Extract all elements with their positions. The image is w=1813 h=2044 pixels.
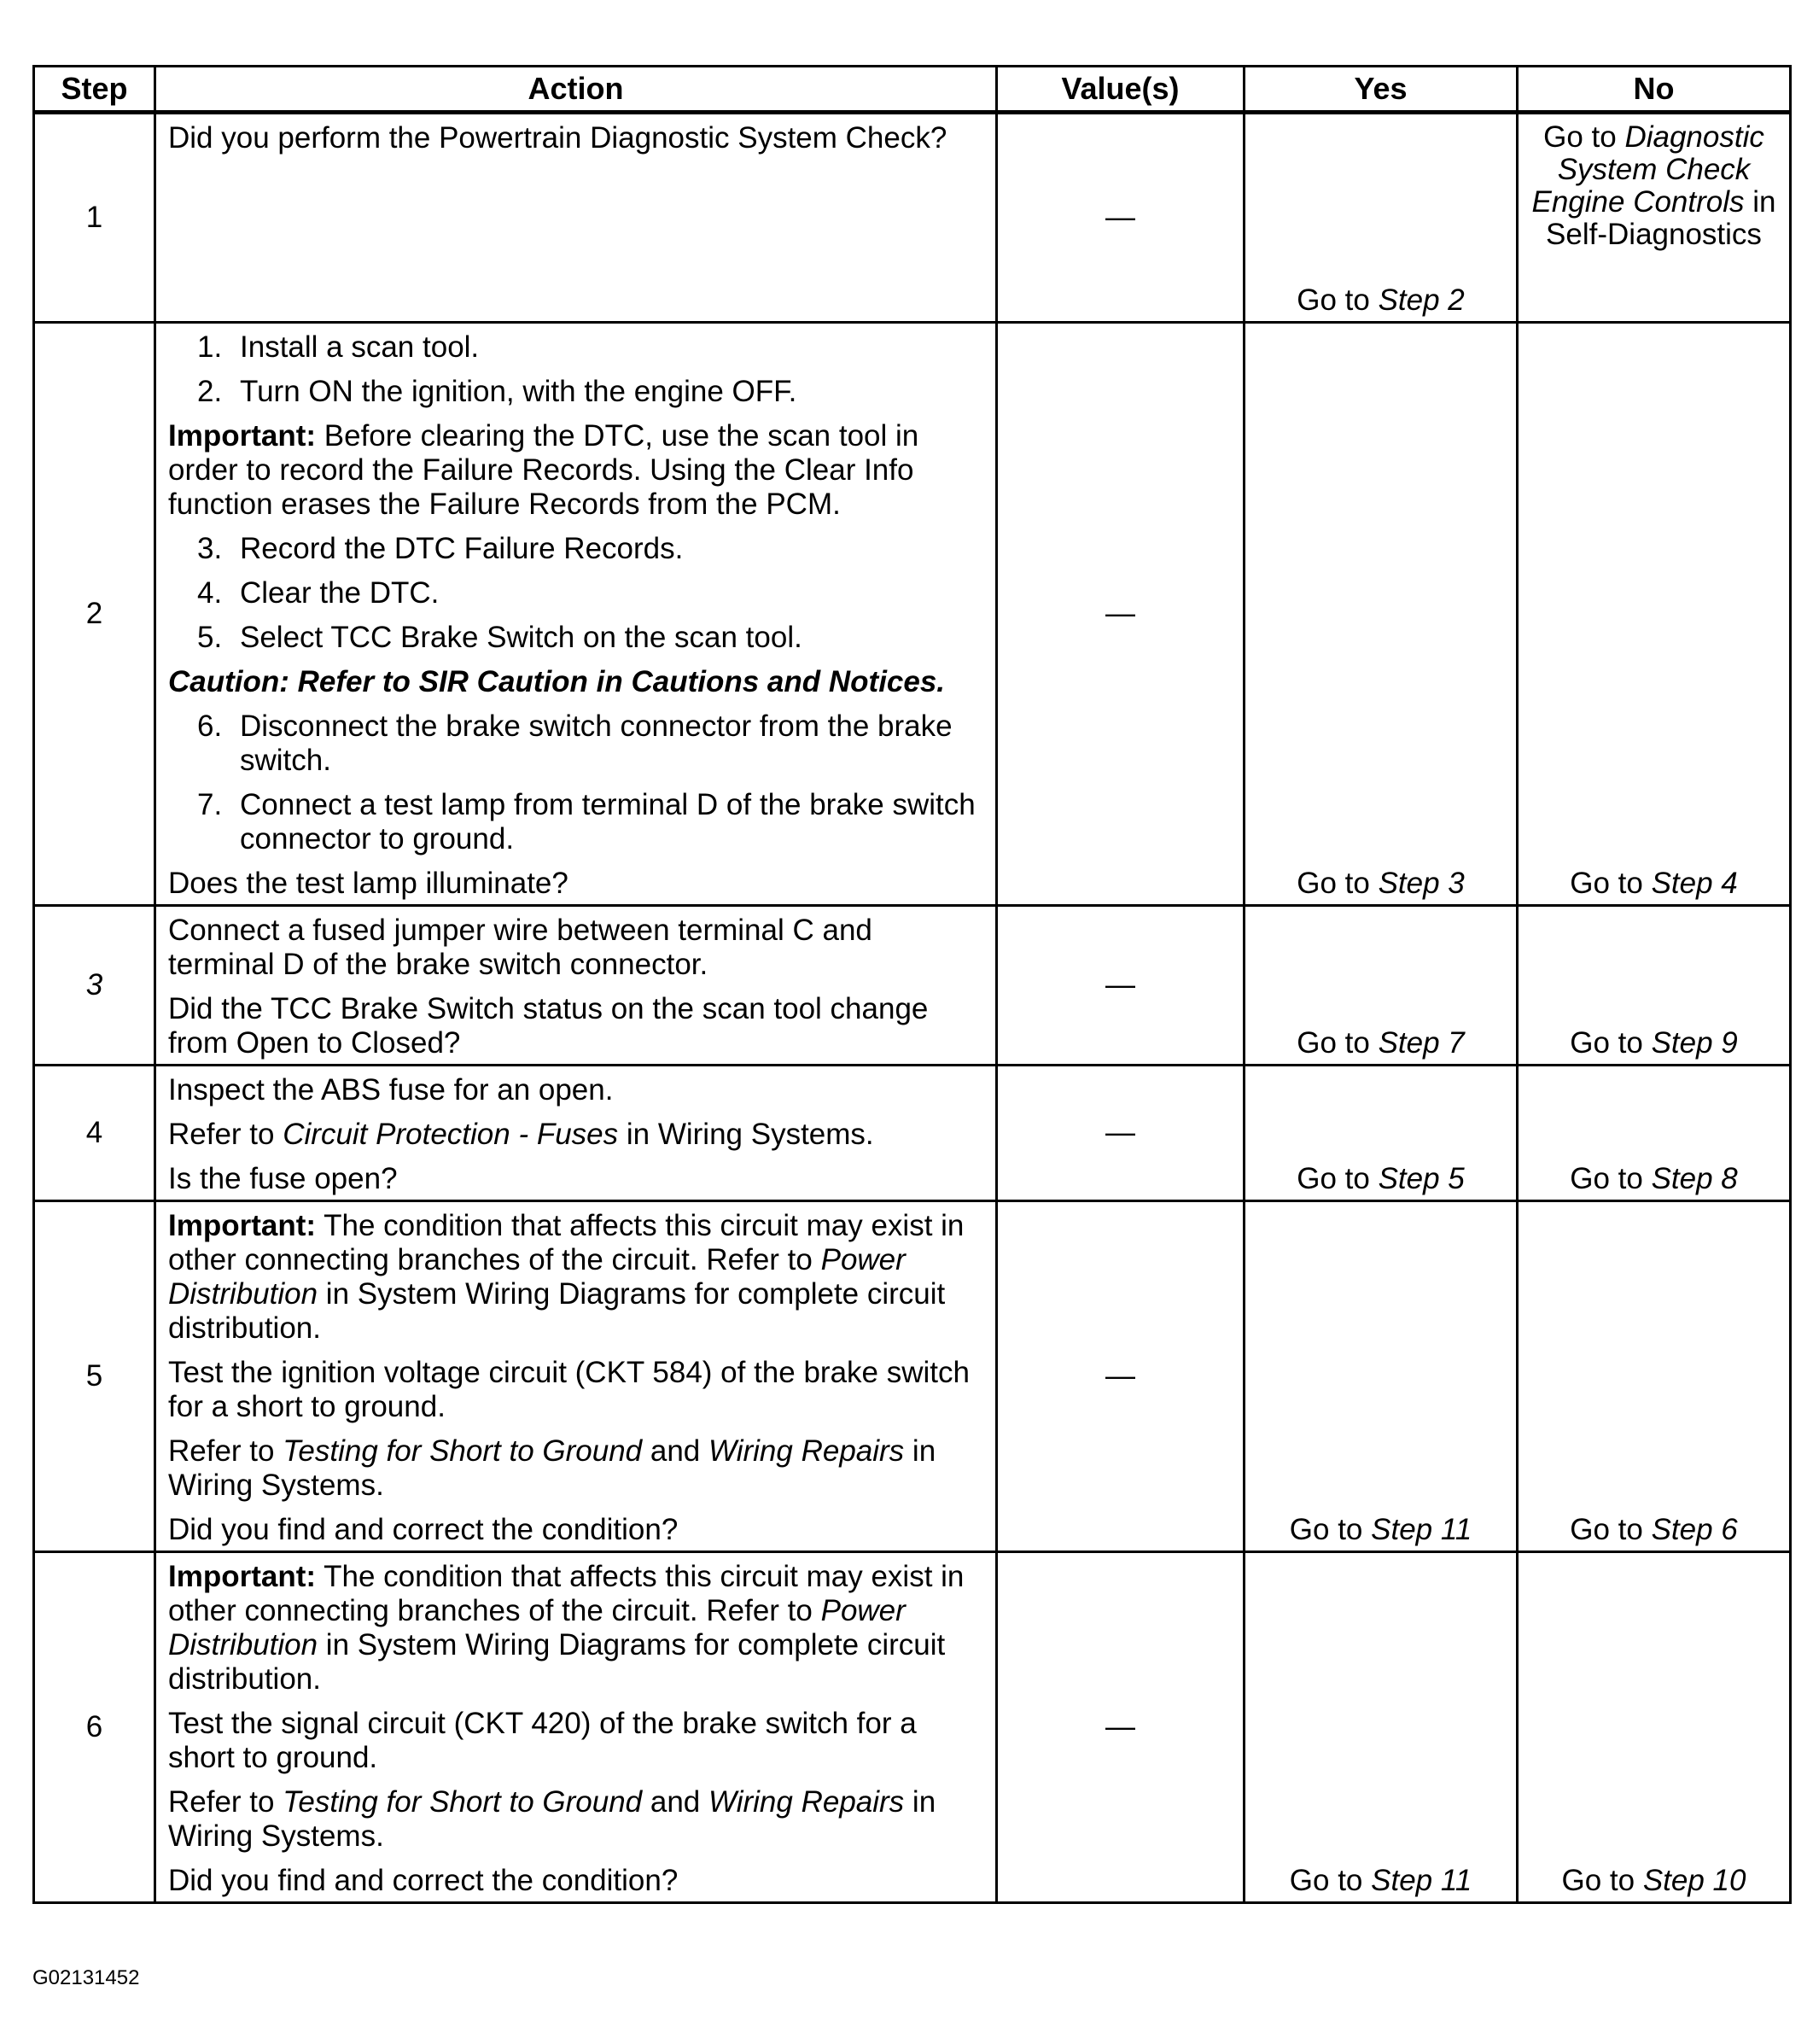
text-run: Refer to: [168, 1785, 283, 1819]
action-cell: [155, 323, 997, 906]
text-run: Testing for Short to Ground: [283, 1434, 643, 1468]
text-run: Test the ignition voltage circuit (CKT 584) of the brake switch for a short to ground.: [168, 1356, 970, 1423]
action-paragraph: [168, 1118, 983, 1152]
text-run: and: [642, 1785, 708, 1819]
instruction-number: 3.: [197, 532, 223, 565]
value-cell: —: [997, 1066, 1245, 1201]
instruction-number: 4.: [197, 576, 223, 610]
instruction-number: 1.: [197, 330, 223, 364]
action-paragraph: [168, 1707, 983, 1775]
text-run: Step 4: [1651, 867, 1738, 900]
text-run: Power Distribution: [168, 1594, 906, 1661]
header-values: Value(s): [997, 67, 1245, 113]
action-cell: [155, 906, 997, 1066]
value-cell: —: [997, 906, 1245, 1066]
action-paragraph: [168, 1162, 983, 1196]
no-cell: [1518, 1201, 1791, 1552]
action-paragraph: [168, 1073, 983, 1107]
diagnostic-table: [32, 65, 1792, 1904]
action-cell: [155, 1552, 997, 1903]
text-run: Go to: [1570, 867, 1652, 900]
text-run: Caution: Refer to SIR Caution in Cautions and Notices.: [168, 665, 946, 698]
step-number: 2: [34, 323, 155, 906]
text-run: Go to: [1289, 1864, 1372, 1897]
action-cell: [155, 1201, 997, 1552]
action-paragraph: [168, 1785, 983, 1854]
text-run: The condition that affects this circuit may exist in other connecting branches of the circuit. Refer to: [168, 1560, 965, 1627]
text-run: Connect a test lamp from terminal D of the brake switch connector to ground.: [240, 788, 976, 856]
text-run: Refer to: [168, 1118, 283, 1151]
text-run: Inspect the ABS fuse for an open.: [168, 1073, 614, 1107]
numbered-instruction: [197, 375, 983, 409]
text-run: in System Wiring Diagrams for complete circuit distribution.: [168, 1628, 946, 1696]
header-yes: Yes: [1245, 67, 1518, 113]
text-run: Go to: [1561, 1864, 1643, 1897]
text-run: The condition that affects this circuit may exist in other connecting branches of the circuit. Refer to: [168, 1209, 965, 1276]
text-run: Go to: [1570, 1162, 1652, 1195]
step-number: 1: [34, 113, 155, 323]
value-cell: —: [997, 1201, 1245, 1552]
text-run: Turn ON the ignition, with the engine OFF.: [240, 375, 797, 408]
text-run: Go to: [1570, 1026, 1652, 1060]
diagnostic-table-container: [32, 65, 1789, 1904]
no-cell: [1518, 113, 1791, 323]
text-run: Disconnect the brake switch connector from the brake switch.: [240, 710, 953, 777]
text-run: Does the test lamp illuminate?: [168, 867, 568, 900]
text-run: in System Wiring Diagrams for complete circuit distribution.: [168, 1277, 946, 1345]
table-row: [34, 323, 1791, 906]
action-paragraph: [168, 1356, 983, 1424]
action-paragraph: [168, 665, 983, 699]
text-run: Go to: [1297, 867, 1379, 900]
instruction-number: 5.: [197, 621, 223, 654]
table-header-row: [34, 67, 1791, 113]
action-paragraph: [168, 867, 983, 901]
action-paragraph: [168, 121, 983, 155]
table-row: [34, 1552, 1791, 1903]
text-run: Circuit Protection - Fuses: [283, 1118, 619, 1151]
numbered-instruction: [197, 710, 983, 778]
numbered-instruction: [197, 621, 983, 655]
step-number: 6: [34, 1552, 155, 1903]
step-number: 4: [34, 1066, 155, 1201]
text-run: Refer to: [168, 1434, 283, 1468]
text-run: in Self-Diagnostics: [1546, 185, 1776, 251]
action-cell: [155, 113, 997, 323]
action-paragraph: [168, 1560, 983, 1697]
value-cell: —: [997, 1552, 1245, 1903]
text-run: Did you find and correct the condition?: [168, 1864, 679, 1897]
text-run: Testing for Short to Ground: [283, 1785, 643, 1819]
text-run: Step 11: [1371, 1864, 1472, 1897]
yes-cell: [1245, 1201, 1518, 1552]
header-step: Step: [34, 67, 155, 113]
text-run: Record the DTC Failure Records.: [240, 532, 684, 565]
text-run: Step 8: [1651, 1162, 1738, 1195]
text-run: Step 2: [1378, 283, 1465, 317]
text-run: Select TCC Brake Switch on the scan tool.: [240, 621, 802, 654]
no-cell: [1518, 323, 1791, 906]
text-run: Install a scan tool.: [240, 330, 480, 364]
text-run: Wiring Repairs: [708, 1785, 905, 1819]
text-run: Is the fuse open?: [168, 1162, 398, 1195]
text-run: Step 9: [1651, 1026, 1738, 1060]
yes-cell: [1245, 1552, 1518, 1903]
text-run: Go to: [1297, 1026, 1379, 1060]
text-run: Step 6: [1651, 1513, 1738, 1546]
text-run: Important:: [168, 1560, 317, 1593]
table-row: [34, 1066, 1791, 1201]
action-paragraph: [168, 419, 983, 522]
numbered-instruction: [197, 330, 983, 365]
action-paragraph: [168, 1864, 983, 1898]
text-run: Did the TCC Brake Switch status on the scan tool change from Open to Closed?: [168, 992, 929, 1060]
action-paragraph: [168, 1513, 983, 1547]
numbered-instruction: [197, 576, 983, 610]
text-run: Did you find and correct the condition?: [168, 1513, 679, 1546]
step-number: 5: [34, 1201, 155, 1552]
action-paragraph: [168, 1434, 983, 1503]
text-run: Go to: [1543, 120, 1625, 154]
action-paragraph: [168, 914, 983, 982]
text-run: Go to: [1297, 283, 1379, 317]
text-run: Go to: [1289, 1513, 1372, 1546]
yes-cell: [1245, 1066, 1518, 1201]
text-run: Step 3: [1378, 867, 1465, 900]
text-run: Clear the DTC.: [240, 576, 440, 610]
header-no: No: [1518, 67, 1791, 113]
instruction-number: 7.: [197, 788, 223, 821]
text-run: Power Distribution: [168, 1243, 906, 1311]
text-run: Step 10: [1642, 1864, 1746, 1897]
text-run: Important:: [168, 419, 317, 453]
numbered-instruction: [197, 788, 983, 856]
no-cell: [1518, 1066, 1791, 1201]
yes-cell: [1245, 906, 1518, 1066]
text-run: Step 11: [1371, 1513, 1472, 1546]
figure-id: G02131452: [32, 1966, 140, 1989]
text-run: Step 5: [1378, 1162, 1465, 1195]
instruction-number: 2.: [197, 375, 223, 408]
table-body: [34, 113, 1791, 1903]
text-run: Diagnostic System Check Engine Controls: [1531, 120, 1764, 219]
action-cell: [155, 1066, 997, 1201]
text-run: in Wiring Systems.: [168, 1785, 936, 1853]
text-run: Go to: [1570, 1513, 1652, 1546]
text-run: Step 7: [1378, 1026, 1465, 1060]
text-run: Did you perform the Powertrain Diagnostic System Check?: [168, 121, 947, 155]
text-run: in Wiring Systems.: [618, 1118, 874, 1151]
text-run: Wiring Repairs: [708, 1434, 905, 1468]
text-run: Important:: [168, 1209, 317, 1242]
step-number: 3: [34, 906, 155, 1066]
text-run: and: [642, 1434, 708, 1468]
numbered-instruction: [197, 532, 983, 566]
text-run: Before clearing the DTC, use the scan tool in order to record the Failure Records. Using the Clear Info function erases the Failure Records from the PCM.: [168, 419, 919, 521]
value-cell: —: [997, 323, 1245, 906]
no-cell: [1518, 906, 1791, 1066]
instruction-number: 6.: [197, 710, 223, 743]
no-cell: [1518, 1552, 1791, 1903]
text-run: Test the signal circuit (CKT 420) of the brake switch for a short to ground.: [168, 1707, 917, 1774]
table-row: [34, 906, 1791, 1066]
value-cell: —: [997, 113, 1245, 323]
action-paragraph: [168, 1209, 983, 1346]
yes-cell: [1245, 113, 1518, 323]
text-run: Connect a fused jumper wire between terminal C and terminal D of the brake switch connector.: [168, 914, 872, 981]
table-row: [34, 1201, 1791, 1552]
action-paragraph: [168, 992, 983, 1060]
yes-cell: [1245, 323, 1518, 906]
table-row: [34, 113, 1791, 323]
text-run: in Wiring Systems.: [168, 1434, 936, 1502]
header-action: Action: [155, 67, 997, 113]
text-run: Go to: [1297, 1162, 1379, 1195]
